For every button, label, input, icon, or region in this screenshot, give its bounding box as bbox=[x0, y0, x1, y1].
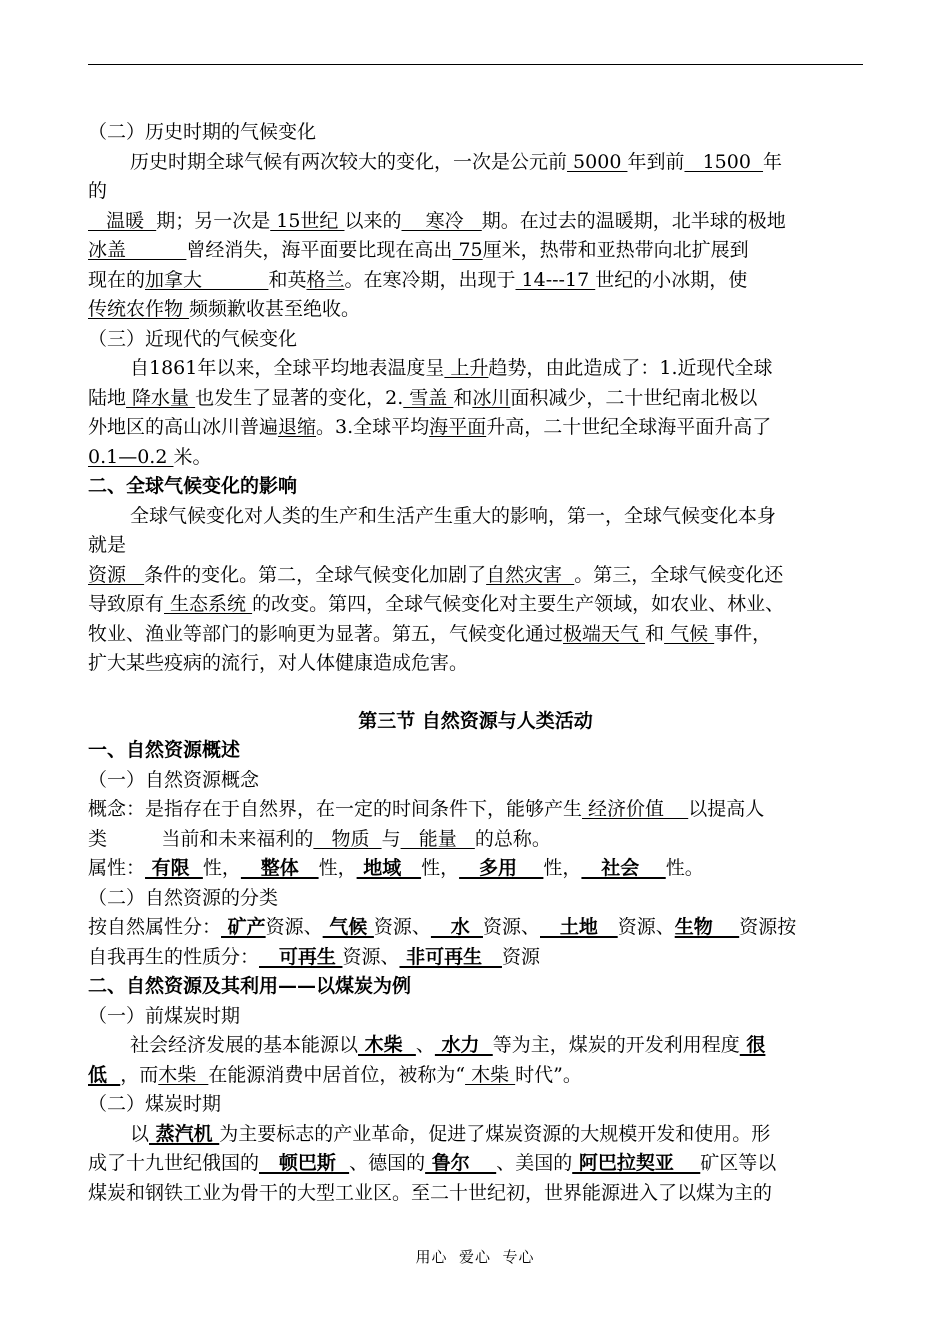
blank-answer: 格兰 bbox=[306, 268, 345, 291]
blank-answer: 海平面 bbox=[429, 416, 487, 438]
paragraph-line: 传统农作物 频频歉收甚至绝收。 bbox=[88, 298, 361, 320]
blank-answer: 传统农作物 bbox=[88, 298, 190, 320]
blank-answer: 冰川 bbox=[472, 386, 511, 409]
blank-answer: 5000 bbox=[567, 150, 628, 173]
blank-answer: 冰盖 bbox=[88, 239, 187, 261]
paragraph-line: 类 当前和未来福利的 物质 与 能量 的总称。 bbox=[88, 827, 551, 850]
blank-answer: 社会 bbox=[581, 857, 666, 879]
blank-answer: 木柴 bbox=[158, 1063, 209, 1086]
blank-answer: 多用 bbox=[459, 857, 544, 879]
paragraph-line: 的 bbox=[88, 180, 108, 202]
blank-answer: 低 bbox=[88, 1063, 121, 1086]
paragraph-line: 现在的加拿大 和英格兰。在寒冷期，出现于 14---17 世纪的小冰期，使 bbox=[88, 268, 748, 291]
paragraph-line: 属性： 有限 性， 整体 性， 地域 性， 多用 性， 社会 性。 bbox=[88, 857, 704, 879]
blank-answer: 整体 bbox=[240, 857, 319, 879]
paragraph-line: 概念：是指存在于自然界，在一定的时间条件下，能够产生 经济价值 以提高人 bbox=[88, 798, 765, 820]
document-body bbox=[88, 118, 863, 1208]
paragraph-line: 温暖 期；另一次是 15世纪 以来的 寒冷 期。在过去的温暖期，北半球的极地 bbox=[88, 209, 786, 232]
blank-answer: 自然灾害 bbox=[486, 563, 575, 586]
blank-answer: 雪盖 bbox=[403, 386, 454, 409]
paragraph-line: 全球气候变化对人类的生产和生活产生重大的影响，第一，全球气候变化本身 bbox=[130, 504, 777, 527]
chapter-title: 第三节 自然资源与人类活动 bbox=[358, 709, 593, 732]
blank-answer: 可再生 bbox=[259, 945, 343, 968]
blank-answer: 能量 bbox=[400, 827, 475, 850]
blank-answer: 土地 bbox=[540, 916, 618, 938]
subsection-heading: （二）自然资源的分类 bbox=[88, 886, 279, 909]
blank-answer: 木柴 bbox=[465, 1063, 516, 1086]
blank-answer: 水力 bbox=[434, 1034, 493, 1056]
blank-answer: 生物 bbox=[674, 916, 740, 938]
blank-answer: 蒸汽机 bbox=[149, 1122, 220, 1145]
subsection-heading: （二）煤炭时期 bbox=[88, 1093, 222, 1115]
blank-answer: 鲁尔 bbox=[425, 1152, 497, 1174]
paragraph-line: 导致原有 生态系统 的改变。第四，全球气候变化对主要生产领域，如农业、林业、 bbox=[88, 593, 785, 615]
blank-answer: 上升 bbox=[444, 357, 489, 379]
blank-answer: 气候 bbox=[664, 622, 715, 645]
paragraph-line: 成了十九世纪俄国的 顿巴斯 、德国的 鲁尔 、美国的 阿巴拉契亚 矿区等以 bbox=[88, 1152, 777, 1174]
blank-answer: 地域 bbox=[356, 857, 422, 879]
paragraph-line: 按自然属性分： 矿产资源、 气候 资源、 水 资源、 土地 资源、生物 资源按 bbox=[88, 916, 797, 938]
subsection-heading: （三）近现代的气候变化 bbox=[88, 327, 298, 350]
section-heading: 二、全球气候变化的影响 bbox=[88, 475, 298, 497]
section-heading: 二、自然资源及其利用——以煤炭为例 bbox=[88, 975, 412, 997]
subsection-heading: （一）前煤炭时期 bbox=[88, 1004, 241, 1027]
paragraph-line: 以 蒸汽机 为主要标志的产业革命，促进了煤炭资源的大规模开发和使用。形 bbox=[130, 1122, 771, 1145]
blank-answer: 木柴 bbox=[358, 1034, 416, 1056]
blank-answer: 水 bbox=[430, 916, 483, 938]
paragraph-line: 资源 条件的变化。第二，全球气候变化加剧了自然灾害 。第三，全球气候变化还 bbox=[88, 563, 784, 586]
blank-answer: 降水量 bbox=[126, 386, 196, 409]
header-rule bbox=[88, 64, 863, 65]
blank-answer: 退缩 bbox=[278, 416, 317, 438]
blank-answer: 非可再生 bbox=[399, 945, 502, 968]
paragraph-line: 就是 bbox=[88, 534, 127, 556]
blank-answer: 经济价值 bbox=[582, 798, 689, 820]
subsection-heading: （二）历史时期的气候变化 bbox=[88, 121, 317, 143]
paragraph-line: 历史时期全球气候有两次较大的变化，一次是公元前 5000 年到前 1500 年 bbox=[130, 150, 783, 173]
blank-answer: 寒冷 bbox=[401, 209, 482, 232]
blank-answer: 顿巴斯 bbox=[259, 1152, 350, 1174]
blank-answer: 很 bbox=[739, 1034, 766, 1056]
paragraph-line: 冰盖 曾经消失，海平面要比现在高出 75厘米，热带和亚热带向北扩展到 bbox=[88, 239, 749, 261]
paragraph-line: 外地区的高山冰川普遍退缩。3.全球平均海平面升高，二十世纪全球海平面升高了 bbox=[88, 416, 772, 438]
blank-answer: 矿产 bbox=[221, 916, 266, 938]
paragraph-line: 自我再生的性质分： 可再生 资源、 非可再生 资源 bbox=[88, 945, 540, 968]
blank-answer: 阿巴拉契亚 bbox=[572, 1152, 701, 1174]
blank-answer: 温暖 bbox=[88, 209, 157, 232]
paragraph-line: 牧业、渔业等部门的影响更为显著。第五，气候变化通过极端天气 和 气候 事件， bbox=[88, 622, 772, 645]
blank-answer: 资源 bbox=[88, 563, 145, 586]
paragraph-line: 煤炭和钢铁工业为骨干的大型工业区。至二十世纪初，世界能源进入了以煤为主的 bbox=[88, 1181, 773, 1204]
blank-answer: 1500 bbox=[684, 150, 764, 173]
page-footer: 用心 爱心 专心 bbox=[415, 1248, 535, 1266]
paragraph-line: 0.1—0.2 米。 bbox=[88, 445, 212, 468]
paragraph-line: 陆地 降水量 也发生了显著的变化，2. 雪盖 和冰川面积减少，二十世纪南北极以 bbox=[88, 386, 758, 409]
subsection-heading: （一）自然资源概念 bbox=[88, 768, 260, 791]
blank-answer: 14---17 bbox=[515, 268, 596, 291]
blank-answer: 物质 bbox=[313, 827, 382, 850]
blank-answer: 气候 bbox=[322, 916, 374, 938]
paragraph-line: 扩大某些疫病的流行，对人体健康造成危害。 bbox=[88, 652, 469, 674]
paragraph-line: 社会经济发展的基本能源以 木柴 、 水力 等为主，煤炭的开发利用程度 很 bbox=[130, 1034, 766, 1056]
blank-answer: 生态系统 bbox=[164, 593, 253, 615]
blank-answer: 75 bbox=[452, 239, 483, 261]
blank-answer: 15世纪 bbox=[270, 209, 345, 232]
paragraph-line: 自1861年以来，全球平均地表温度呈 上升趋势，由此造成了：1.近现代全球 bbox=[130, 357, 773, 379]
blank-answer: 加拿大 bbox=[145, 268, 269, 291]
blank-answer: 0.1—0.2 bbox=[88, 445, 174, 468]
paragraph-line: 低 ，而木柴 在能源消费中居首位，被称为“ 木柴 时代”。 bbox=[88, 1063, 582, 1086]
blank-answer: 极端天气 bbox=[563, 622, 646, 645]
section-heading: 一、自然资源概述 bbox=[88, 739, 241, 761]
blank-answer: 有限 bbox=[145, 857, 203, 879]
